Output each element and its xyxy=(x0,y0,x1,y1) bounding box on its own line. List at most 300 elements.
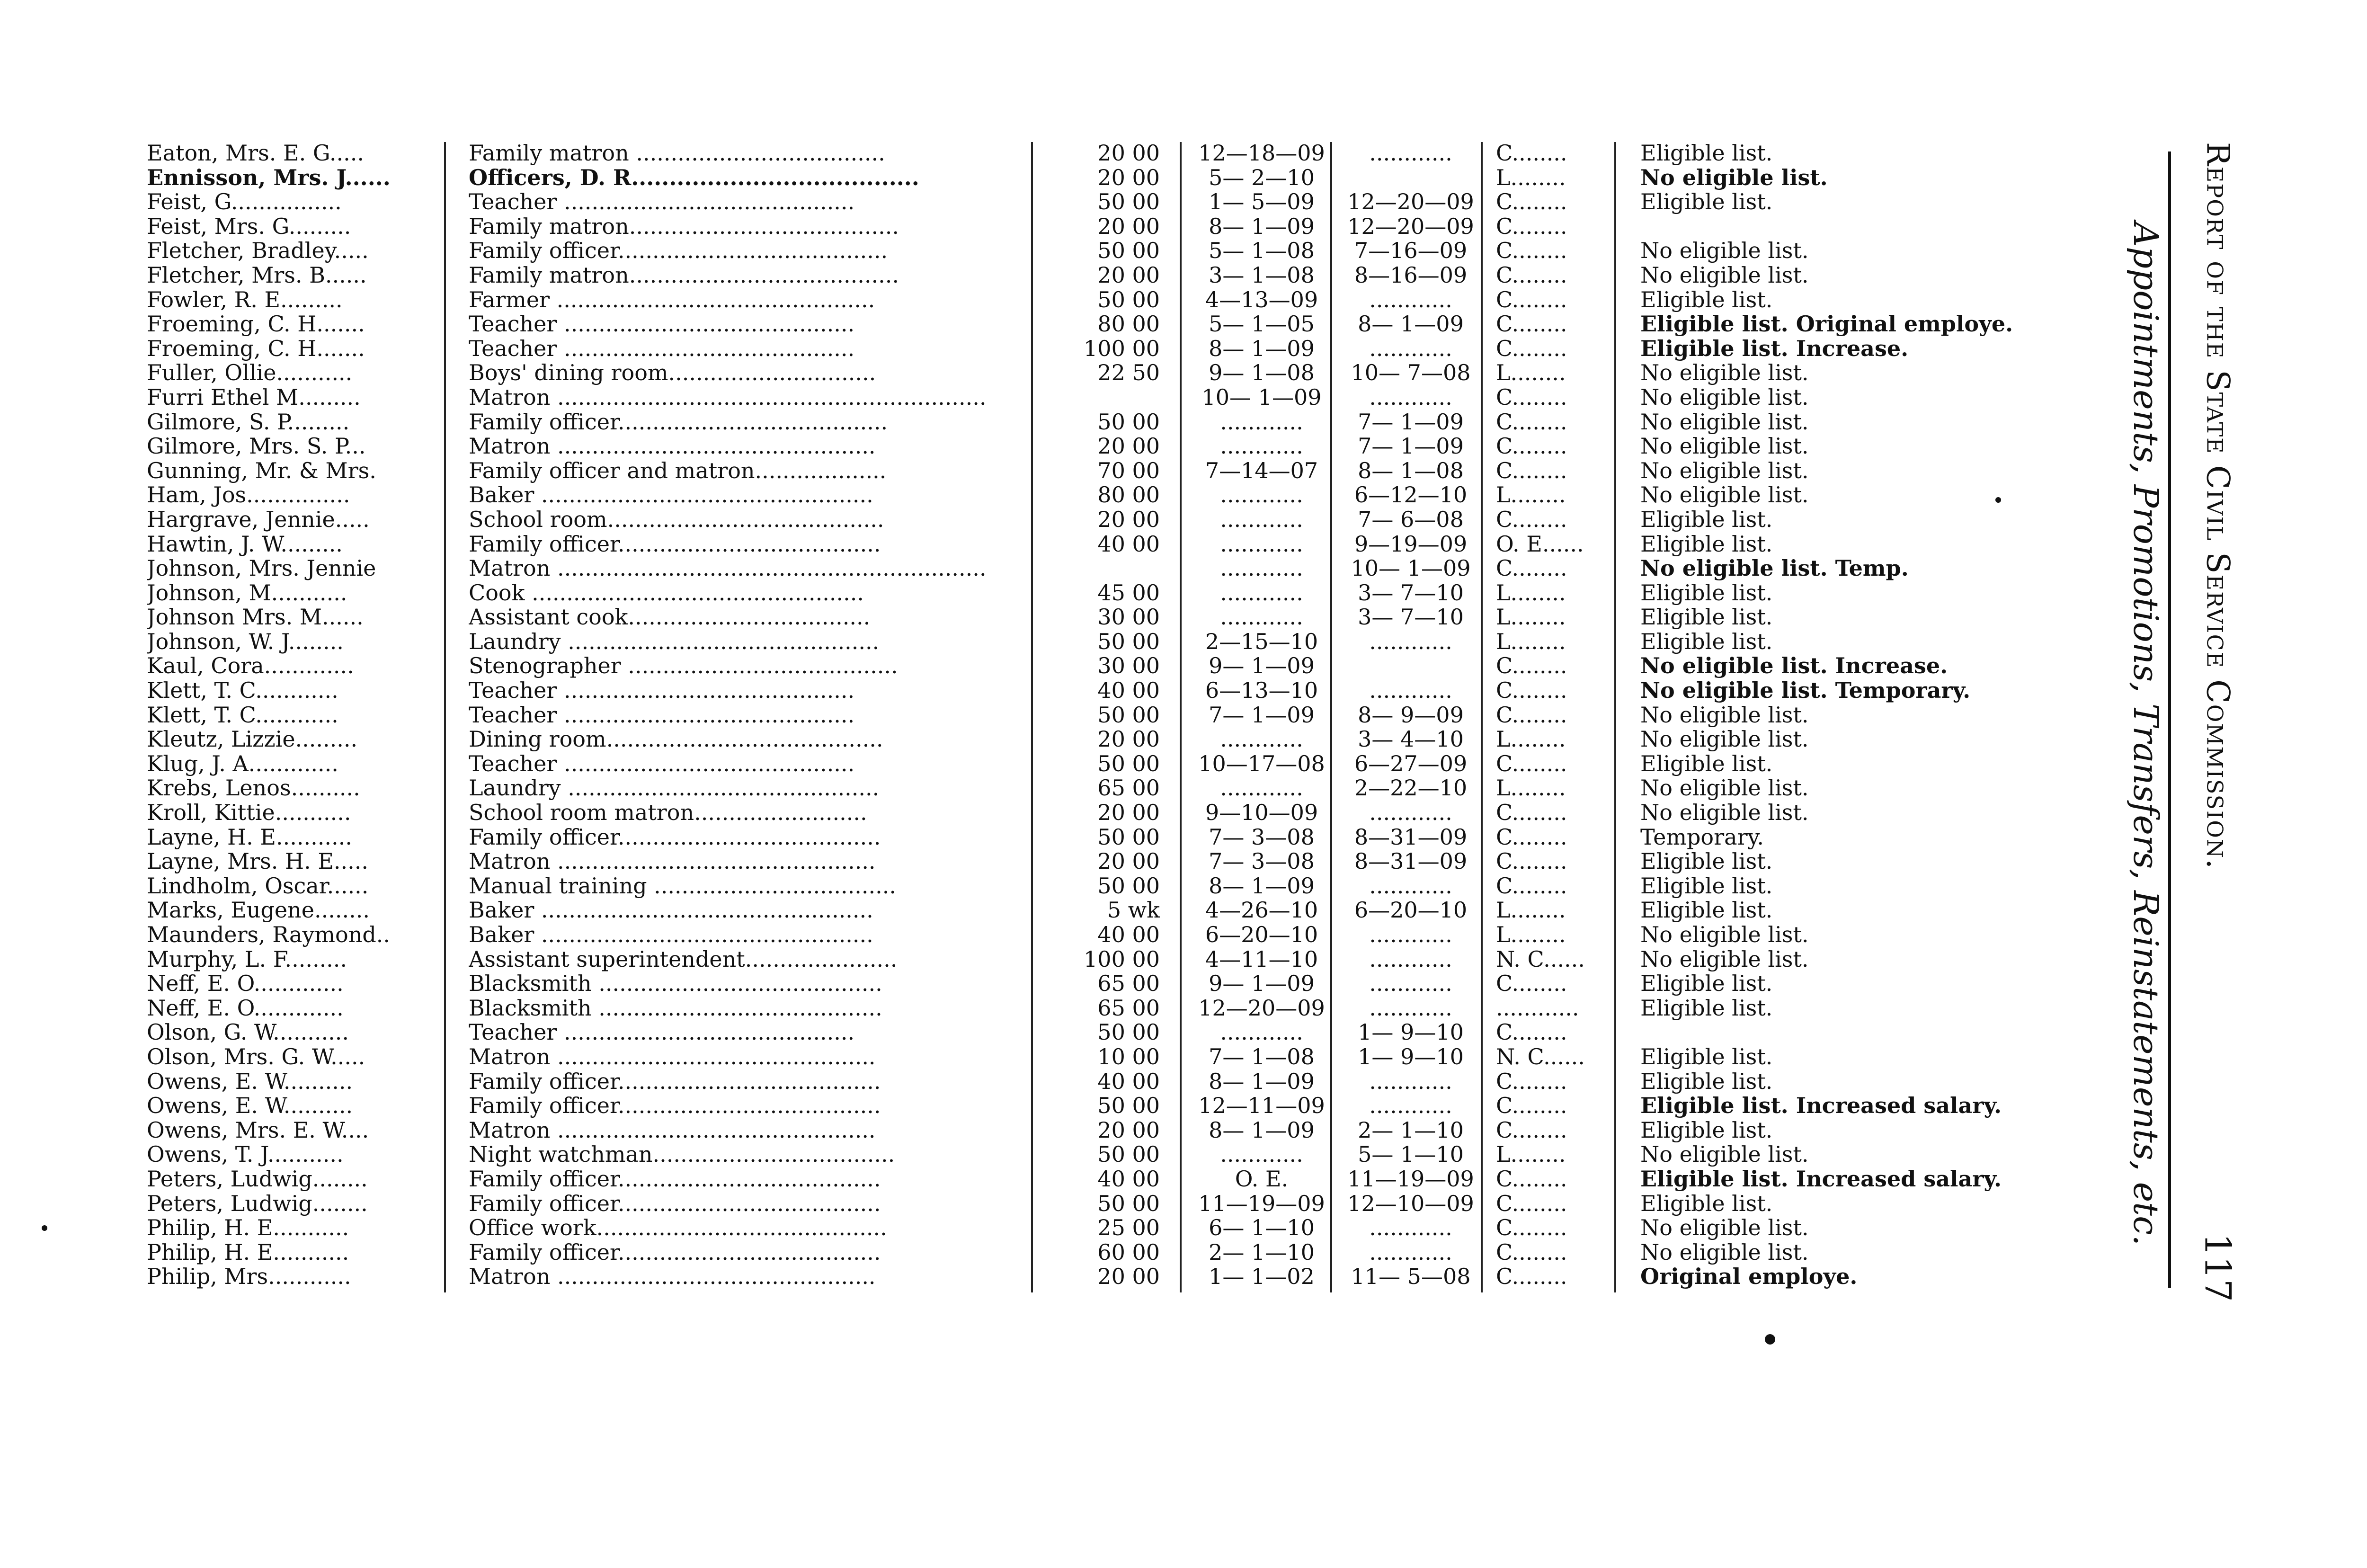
date-separated: 8— 1—09 xyxy=(1358,312,1464,337)
date-appointed: 8— 1—09 xyxy=(1209,214,1315,239)
salary: 30 00 xyxy=(1097,654,1160,679)
date-appointed: 2—15—10 xyxy=(1205,629,1318,654)
person-name: Owens, Mrs. E. W.... xyxy=(147,1118,369,1143)
table-row xyxy=(147,1216,2088,1240)
position-title: Teacher .......................................... xyxy=(469,703,855,728)
table-row xyxy=(147,385,2088,410)
position-title: Family officer....................................... xyxy=(469,239,888,263)
table-row xyxy=(147,508,2088,532)
date-separated: ............ xyxy=(1369,385,1452,410)
table-row xyxy=(147,556,2088,581)
date-appointed: ............ xyxy=(1220,410,1303,435)
date-separated: 8— 9—09 xyxy=(1358,703,1464,728)
salary: 40 00 xyxy=(1097,678,1160,703)
position-title: Baker ................................................ xyxy=(469,923,873,947)
date-separated: 7—16—09 xyxy=(1354,239,1468,263)
table-row xyxy=(147,703,2088,728)
person-name: Neff, E. O............. xyxy=(147,996,344,1021)
remarks: Temporary. xyxy=(1640,825,1764,850)
table-row xyxy=(147,776,2088,801)
position-title: Baker ................................................ xyxy=(469,898,873,923)
position-title: Night watchman................................... xyxy=(469,1142,895,1167)
remarks: Eligible list. Original employe. xyxy=(1640,312,2013,337)
date-appointed: 10—17—08 xyxy=(1198,751,1325,776)
person-name: Philip, H. E........... xyxy=(147,1240,349,1265)
remarks: Eligible list. xyxy=(1640,629,1773,654)
service-class: C........ xyxy=(1496,1069,1567,1094)
table-row xyxy=(147,1020,2088,1045)
position-title: Farmer .............................................. xyxy=(469,287,875,312)
position-title: Family officer...................................... xyxy=(469,1240,881,1265)
date-appointed: 8— 1—09 xyxy=(1209,1069,1315,1094)
table-row xyxy=(147,1045,2088,1069)
position-title: Family matron....................................... xyxy=(469,214,899,239)
person-name: Hargrave, Jennie..... xyxy=(147,507,370,532)
position-title: Family matron .................................... xyxy=(469,141,885,166)
service-class: N. C...... xyxy=(1496,947,1585,972)
date-appointed: ............ xyxy=(1220,532,1303,557)
date-separated: 9—19—09 xyxy=(1354,532,1468,557)
salary: 5 wk xyxy=(1107,898,1160,923)
person-name: Froeming, C. H....... xyxy=(147,336,365,361)
service-class: C........ xyxy=(1496,434,1567,459)
person-name: Peters, Ludwig........ xyxy=(147,1167,368,1192)
date-appointed: ............ xyxy=(1220,483,1303,508)
person-name: Klett, T. C............ xyxy=(147,703,338,728)
date-separated: ............ xyxy=(1369,678,1452,703)
remarks: No eligible list. xyxy=(1640,483,1809,508)
date-separated: ............ xyxy=(1369,1094,1452,1118)
column-divider xyxy=(1180,142,1182,1292)
date-appointed: 7— 1—08 xyxy=(1209,1044,1315,1069)
date-separated: 8—16—09 xyxy=(1354,263,1468,288)
salary: 40 00 xyxy=(1097,923,1160,947)
salary: 20 00 xyxy=(1097,727,1160,752)
salary: 50 00 xyxy=(1097,629,1160,654)
date-appointed: 6—13—10 xyxy=(1205,678,1318,703)
remarks: Eligible list. xyxy=(1640,751,1773,776)
person-name: Feist, Mrs. G......... xyxy=(147,214,351,239)
position-title: Blacksmith ......................................... xyxy=(469,996,882,1021)
service-class: C........ xyxy=(1496,336,1567,361)
remarks: Original employe. xyxy=(1640,1265,1858,1289)
date-separated: 6—12—10 xyxy=(1354,483,1468,508)
salary: 50 00 xyxy=(1097,703,1160,728)
remarks: No eligible list. xyxy=(1640,385,1809,410)
person-name: Ham, Jos............... xyxy=(147,483,350,508)
service-class: L........ xyxy=(1496,1142,1566,1167)
salary: 50 00 xyxy=(1097,1142,1160,1167)
service-class: C........ xyxy=(1496,971,1567,996)
date-appointed: 7— 3—08 xyxy=(1209,849,1315,874)
column-divider xyxy=(1031,142,1033,1292)
remarks: No eligible list. Temp. xyxy=(1640,556,1909,581)
remarks: No eligible list. xyxy=(1640,434,1809,459)
remarks: Eligible list. xyxy=(1640,532,1773,557)
date-separated: 6—27—09 xyxy=(1354,751,1468,776)
salary: 50 00 xyxy=(1097,1020,1160,1045)
remarks: No eligible list. xyxy=(1640,458,1809,483)
table-row xyxy=(147,263,2088,288)
service-class: C........ xyxy=(1496,507,1567,532)
position-title: Teacher .......................................... xyxy=(469,336,855,361)
remarks: Eligible list. xyxy=(1640,141,1773,166)
position-title: School room........................................ xyxy=(469,507,884,532)
table-row xyxy=(147,288,2088,312)
remarks: Eligible list. xyxy=(1640,1044,1773,1069)
table-row xyxy=(147,727,2088,752)
date-separated: ............ xyxy=(1369,971,1452,996)
date-separated: 3— 7—10 xyxy=(1358,605,1464,630)
service-class: C........ xyxy=(1496,825,1567,850)
service-class: N. C...... xyxy=(1496,1044,1585,1069)
service-class: O. E...... xyxy=(1496,532,1584,557)
service-class: C........ xyxy=(1496,1020,1567,1045)
position-title: Stenographer ....................................... xyxy=(469,654,898,679)
date-appointed: 5— 1—08 xyxy=(1209,239,1315,263)
table-row xyxy=(147,141,2088,166)
service-class: C........ xyxy=(1496,801,1567,825)
table-row xyxy=(147,1094,2088,1118)
table-row xyxy=(147,581,2088,606)
date-appointed: O. E. xyxy=(1235,1167,1289,1192)
date-separated: 12—10—09 xyxy=(1347,1191,1474,1216)
service-class: L........ xyxy=(1496,898,1566,923)
date-separated: ............ xyxy=(1369,1069,1452,1094)
remarks: No eligible list. xyxy=(1640,410,1809,435)
salary: 65 00 xyxy=(1097,996,1160,1021)
date-separated: ............ xyxy=(1369,336,1452,361)
date-separated: 1— 9—10 xyxy=(1358,1044,1464,1069)
appointments-table xyxy=(147,141,2088,1289)
table-row xyxy=(147,874,2088,899)
position-title: Family matron....................................... xyxy=(469,263,899,288)
salary: 100 00 xyxy=(1084,947,1160,972)
remarks: No eligible list. xyxy=(1640,165,1828,190)
table-row xyxy=(147,1192,2088,1216)
person-name: Johnson, Mrs. Jennie xyxy=(147,556,376,581)
position-title: Matron .............................................. xyxy=(469,1044,876,1069)
salary: 20 00 xyxy=(1097,214,1160,239)
salary: 20 00 xyxy=(1097,263,1160,288)
header-rule xyxy=(2168,151,2171,1288)
date-appointed: 11—19—09 xyxy=(1198,1191,1325,1216)
table-row xyxy=(147,337,2088,361)
date-separated: 7— 6—08 xyxy=(1358,507,1464,532)
position-title: Officers, D. R...................................... xyxy=(469,165,919,190)
column-divider xyxy=(1481,142,1483,1292)
service-class: C........ xyxy=(1496,287,1567,312)
position-title: Family officer...................................... xyxy=(469,825,881,850)
date-appointed: ............ xyxy=(1220,580,1303,606)
position-title: Laundry ............................................. xyxy=(469,776,880,801)
table-row xyxy=(147,971,2088,996)
page-number: 117 xyxy=(2197,1233,2239,1302)
date-appointed: 12—18—09 xyxy=(1198,141,1325,166)
person-name: Gunning, Mr. & Mrs. xyxy=(147,458,376,483)
service-class: L........ xyxy=(1496,605,1566,630)
service-class: C........ xyxy=(1496,141,1567,166)
date-appointed: 9— 1—09 xyxy=(1209,971,1315,996)
position-title: Baker ................................................ xyxy=(469,483,873,508)
table-row xyxy=(147,361,2088,385)
date-separated: 11—19—09 xyxy=(1347,1167,1474,1192)
salary: 100 00 xyxy=(1084,336,1160,361)
position-title: Blacksmith ......................................... xyxy=(469,971,882,996)
person-name: Furri Ethel M......... xyxy=(147,385,361,410)
position-title: Matron .............................................. xyxy=(469,849,876,874)
date-separated: 10— 1—09 xyxy=(1351,556,1471,581)
position-title: School room matron......................... xyxy=(469,801,867,825)
remarks: Eligible list. xyxy=(1640,849,1773,874)
person-name: Hawtin, J. W......... xyxy=(147,532,343,557)
salary: 60 00 xyxy=(1097,1240,1160,1265)
date-appointed: 1— 5—09 xyxy=(1209,190,1315,214)
date-separated: 7— 1—09 xyxy=(1358,410,1464,435)
person-name: Marks, Eugene........ xyxy=(147,898,370,923)
date-separated: 12—20—09 xyxy=(1347,190,1474,214)
ink-speck xyxy=(42,1225,47,1231)
person-name: Johnson, M........... xyxy=(147,580,347,606)
service-class: L........ xyxy=(1496,361,1566,385)
table-row xyxy=(147,849,2088,874)
position-title: Assistant cook................................... xyxy=(469,605,871,630)
remarks: Eligible list. Increase. xyxy=(1640,336,1909,361)
person-name: Kaul, Cora............. xyxy=(147,654,354,679)
remarks: Eligible list. xyxy=(1640,971,1773,996)
column-divider xyxy=(1614,142,1616,1292)
salary: 40 00 xyxy=(1097,1167,1160,1192)
person-name: Peters, Ludwig........ xyxy=(147,1191,368,1216)
position-title: Matron .............................................................. xyxy=(469,385,987,410)
position-title: Matron .............................................. xyxy=(469,434,876,459)
salary: 50 00 xyxy=(1097,825,1160,850)
salary: 20 00 xyxy=(1097,165,1160,190)
service-class: L........ xyxy=(1496,580,1566,606)
salary: 20 00 xyxy=(1097,141,1160,166)
date-appointed: 8— 1—09 xyxy=(1209,873,1315,899)
person-name: Philip, Mrs............ xyxy=(147,1265,351,1289)
salary: 50 00 xyxy=(1097,1191,1160,1216)
date-separated: ............ xyxy=(1369,1216,1452,1240)
remarks: No eligible list. xyxy=(1640,1142,1809,1167)
service-class: L........ xyxy=(1496,629,1566,654)
position-title: Matron .............................................................. xyxy=(469,556,987,581)
salary: 50 00 xyxy=(1097,873,1160,899)
date-appointed: ............ xyxy=(1220,605,1303,630)
service-class: C........ xyxy=(1496,703,1567,728)
date-appointed: ............ xyxy=(1220,507,1303,532)
salary: 50 00 xyxy=(1097,751,1160,776)
person-name: Owens, E. W.......... xyxy=(147,1069,353,1094)
service-class: C........ xyxy=(1496,410,1567,435)
date-separated: ............ xyxy=(1369,1240,1452,1265)
date-appointed: 9—10—09 xyxy=(1205,801,1318,825)
date-appointed: 3— 1—08 xyxy=(1209,263,1315,288)
service-class: C........ xyxy=(1496,1167,1567,1192)
date-separated: 5— 1—10 xyxy=(1358,1142,1464,1167)
service-class: C........ xyxy=(1496,1118,1567,1143)
person-name: Neff, E. O............. xyxy=(147,971,344,996)
salary: 30 00 xyxy=(1097,605,1160,630)
date-separated: 12—20—09 xyxy=(1347,214,1474,239)
position-title: Family officer....................................... xyxy=(469,410,888,435)
position-title: Matron .............................................. xyxy=(469,1265,876,1289)
person-name: Fletcher, Mrs. B...... xyxy=(147,263,367,288)
date-appointed: 12—11—09 xyxy=(1198,1094,1325,1118)
salary: 65 00 xyxy=(1097,971,1160,996)
service-class: L........ xyxy=(1496,776,1566,801)
position-title: Office work.......................................... xyxy=(469,1216,887,1240)
table-row xyxy=(147,996,2088,1021)
date-appointed: 10— 1—09 xyxy=(1201,385,1322,410)
date-appointed: ............ xyxy=(1220,434,1303,459)
remarks: No eligible list. xyxy=(1640,776,1809,801)
person-name: Klett, T. C............ xyxy=(147,678,338,703)
date-appointed: 4—11—10 xyxy=(1205,947,1318,972)
remarks: No eligible list. xyxy=(1640,703,1809,728)
date-separated: ............ xyxy=(1369,141,1452,166)
remarks: No eligible list. xyxy=(1640,1240,1809,1265)
salary: 10 00 xyxy=(1097,1044,1160,1069)
person-name: Layne, H. E........... xyxy=(147,825,352,850)
position-title: Teacher .......................................... xyxy=(469,190,855,214)
remarks: Eligible list. Increased salary. xyxy=(1640,1167,2002,1192)
remarks: Eligible list. xyxy=(1640,1191,1773,1216)
position-title: Teacher .......................................... xyxy=(469,751,855,776)
position-title: Assistant superintendent...................... xyxy=(469,947,898,972)
date-separated: ............ xyxy=(1369,801,1452,825)
date-separated: 2— 1—10 xyxy=(1358,1118,1464,1143)
position-title: Family officer and matron................... xyxy=(469,458,887,483)
position-title: Dining room........................................ xyxy=(469,727,883,752)
service-class: C........ xyxy=(1496,1216,1567,1240)
person-name: Fuller, Ollie........... xyxy=(147,361,353,385)
position-title: Family officer...................................... xyxy=(469,1191,881,1216)
person-name: Krebs, Lenos.......... xyxy=(147,776,360,801)
remarks: Eligible list. xyxy=(1640,507,1773,532)
salary: 20 00 xyxy=(1097,507,1160,532)
salary: 80 00 xyxy=(1097,312,1160,337)
salary: 50 00 xyxy=(1097,410,1160,435)
remarks: No eligible list. Increase. xyxy=(1640,654,1948,679)
date-appointed: 7—14—07 xyxy=(1205,458,1318,483)
date-separated: ............ xyxy=(1369,996,1452,1021)
remarks: Eligible list. xyxy=(1640,996,1773,1021)
service-class: C........ xyxy=(1496,1191,1567,1216)
person-name: Layne, Mrs. H. E..... xyxy=(147,849,369,874)
date-separated: 7— 1—09 xyxy=(1358,434,1464,459)
date-appointed: 9— 1—08 xyxy=(1209,361,1315,385)
service-class: L........ xyxy=(1496,727,1566,752)
salary: 50 00 xyxy=(1097,1094,1160,1118)
position-title: Family officer...................................... xyxy=(469,532,881,557)
table-row xyxy=(147,1265,2088,1289)
table-row xyxy=(147,678,2088,703)
remarks: Eligible list. xyxy=(1640,287,1773,312)
salary: 20 00 xyxy=(1097,849,1160,874)
date-separated: ............ xyxy=(1369,629,1452,654)
person-name: Feist, G................ xyxy=(147,190,342,214)
table-row xyxy=(147,190,2088,214)
date-separated: 11— 5—08 xyxy=(1351,1265,1471,1289)
salary: 20 00 xyxy=(1097,434,1160,459)
person-name: Murphy, L. F......... xyxy=(147,947,347,972)
service-class: L........ xyxy=(1496,483,1566,508)
service-class: C........ xyxy=(1496,678,1567,703)
table-row xyxy=(147,605,2088,630)
report-title: Report of the State Civil Service Commission. xyxy=(2199,142,2236,870)
table-row xyxy=(147,1069,2088,1094)
date-appointed: 5— 1—05 xyxy=(1209,312,1315,337)
date-appointed: 7— 3—08 xyxy=(1209,825,1315,850)
table-row xyxy=(147,825,2088,850)
salary: 80 00 xyxy=(1097,483,1160,508)
salary: 22 50 xyxy=(1097,361,1160,385)
table-row xyxy=(147,166,2088,190)
column-divider xyxy=(1330,142,1332,1292)
date-separated: 1— 9—10 xyxy=(1358,1020,1464,1045)
date-appointed: 5— 2—10 xyxy=(1209,165,1315,190)
table-row xyxy=(147,654,2088,678)
date-separated: 8— 1—08 xyxy=(1358,458,1464,483)
position-title: Laundry ............................................. xyxy=(469,629,880,654)
date-appointed: ............ xyxy=(1220,1142,1303,1167)
position-title: Family officer...................................... xyxy=(469,1094,881,1118)
service-class: C........ xyxy=(1496,190,1567,214)
service-class: C........ xyxy=(1496,214,1567,239)
remarks: Eligible list. xyxy=(1640,873,1773,899)
person-name: Maunders, Raymond.. xyxy=(147,923,391,947)
date-separated: 3— 7—10 xyxy=(1358,580,1464,606)
remarks: No eligible list. xyxy=(1640,361,1809,385)
salary: 20 00 xyxy=(1097,1118,1160,1143)
remarks: Eligible list. xyxy=(1640,1069,1773,1094)
table-row xyxy=(147,923,2088,947)
position-title: Teacher .......................................... xyxy=(469,678,855,703)
person-name: Lindholm, Oscar...... xyxy=(147,873,369,899)
service-class: C........ xyxy=(1496,654,1567,679)
salary: 50 00 xyxy=(1097,287,1160,312)
service-class: C........ xyxy=(1496,556,1567,581)
date-appointed: 8— 1—09 xyxy=(1209,1118,1315,1143)
salary: 25 00 xyxy=(1097,1216,1160,1240)
table-row xyxy=(147,532,2088,557)
table-row xyxy=(147,483,2088,508)
person-name: Owens, T. J........... xyxy=(147,1142,344,1167)
position-title: Boys' dining room.............................. xyxy=(469,361,876,385)
date-separated: 3— 4—10 xyxy=(1358,727,1464,752)
salary: 45 00 xyxy=(1097,580,1160,606)
position-title: Teacher .......................................... xyxy=(469,312,855,337)
service-class: C........ xyxy=(1496,1240,1567,1265)
position-title: Family officer...................................... xyxy=(469,1069,881,1094)
section-heading: Appointments, Promotions, Transfers, Reinstatements, etc. xyxy=(2126,222,2166,1246)
date-appointed: 4—13—09 xyxy=(1205,287,1318,312)
service-class: C........ xyxy=(1496,849,1567,874)
table-row xyxy=(147,214,2088,239)
ink-speck xyxy=(1765,1334,1775,1345)
date-separated: ............ xyxy=(1369,947,1452,972)
salary: 40 00 xyxy=(1097,1069,1160,1094)
service-class: C........ xyxy=(1496,385,1567,410)
remarks: Eligible list. xyxy=(1640,580,1773,606)
person-name: Olson, Mrs. G. W..... xyxy=(147,1044,365,1069)
date-separated: ............ xyxy=(1369,923,1452,947)
date-appointed: 12—20—09 xyxy=(1198,996,1325,1021)
date-appointed: 6— 1—10 xyxy=(1209,1216,1315,1240)
table-row xyxy=(147,312,2088,337)
